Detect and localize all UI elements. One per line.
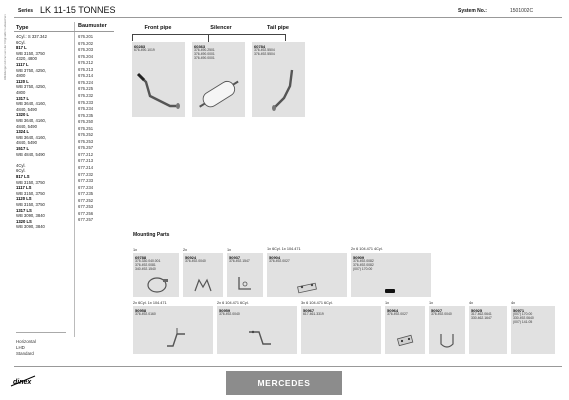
mount-part-box[interactable]	[133, 306, 213, 354]
part-number: 50904	[269, 255, 281, 260]
type-entry: WB 3750, 4250,	[16, 84, 47, 90]
dinex-logo	[10, 374, 36, 393]
type-entry: 1517 L	[16, 146, 30, 151]
part-note: 376.492.0040	[185, 259, 206, 263]
mount-part-box[interactable]	[469, 306, 507, 354]
type-entry: 1120 LS	[16, 196, 32, 202]
mount-qty: 4x	[511, 301, 516, 305]
part-note: 330.492.0640	[513, 316, 534, 320]
tail-pipe-header: Tail pipe	[267, 25, 289, 31]
part-note: 376.490.0001	[194, 56, 215, 60]
baumuster-entry: 677.212	[78, 151, 94, 157]
type-entry: 4Cyl.	[16, 162, 26, 168]
type-entry: 1317 L	[16, 95, 30, 101]
baumuster-entry: 676.235	[78, 112, 94, 118]
dinex-logo-icon	[10, 374, 36, 388]
baumuster-entry: 677.233	[78, 178, 94, 184]
part-note: (007) 141.05	[513, 320, 533, 324]
support-bracket-icon	[163, 326, 189, 350]
part-note: 317.462.0641	[471, 312, 492, 316]
left-header-divider	[14, 31, 114, 32]
type-column-header: Type	[16, 25, 29, 31]
column-divider	[74, 22, 75, 337]
type-entry: 4800	[16, 90, 26, 95]
mount-part-box[interactable]	[385, 306, 425, 354]
type-entry: WB 3640, 4160,	[16, 101, 47, 107]
clamp-icon	[143, 275, 171, 295]
type-entry: WB 3750, 4250,	[16, 67, 47, 73]
mount-qty: 1x	[385, 301, 390, 305]
u-bolt-icon	[437, 332, 457, 350]
baumuster-entry: 676.233	[78, 99, 94, 105]
mount-qty: 2x 6 104.471 4Cyl.	[351, 247, 383, 251]
part-number: 60283	[134, 44, 146, 49]
disclaimer-vertical-text: Abbildungen können von der Originalform abweichen	[3, 14, 7, 80]
part-box-silencer[interactable]	[192, 42, 245, 117]
part-note: 376.492.0082	[353, 263, 374, 267]
header-divider	[14, 17, 562, 18]
type-entry: 817 L	[16, 45, 27, 51]
mount-qty: 3x 6 104.471 6Cyl.	[301, 301, 333, 305]
baumuster-entry: 677.257	[78, 217, 94, 223]
baumuster-entry: 677.232	[78, 171, 94, 177]
part-number: 60784	[254, 44, 266, 49]
type-entry: 4840, 5490	[16, 140, 37, 146]
baumuster-entry: 676.232	[78, 92, 94, 98]
part-note: 376.492.0040	[431, 312, 452, 316]
part-note: 376.492.0027	[387, 312, 408, 316]
baumuster-entry: 677.213	[78, 158, 94, 164]
type-entry: 6Cyl.	[16, 168, 26, 174]
rubber-block-icon	[395, 332, 417, 350]
mount-part-box[interactable]	[429, 306, 465, 354]
part-note: 340.492.1540	[135, 267, 156, 271]
baumuster-entry: 676.214	[78, 73, 94, 79]
type-entry: 4800	[16, 73, 26, 79]
type-entry: WB 3640, 4160,	[16, 118, 47, 123]
part-number: 50971	[513, 308, 525, 313]
type-entry: 6Cyl.	[16, 39, 26, 45]
silencer-header: Silencer	[210, 25, 232, 31]
logo-text: dinex	[13, 379, 32, 386]
baumuster-entry: 677.235	[78, 191, 94, 197]
part-number: 50964	[387, 308, 399, 313]
mounting-parts-title: Mounting Parts	[133, 232, 170, 238]
type-entry: WB 4840, 5490	[16, 151, 45, 157]
part-note: 376.492.0160	[135, 312, 156, 316]
tail-pipe-icon	[262, 68, 298, 114]
mount-qty: 2x 6 104.471 6Cyl.	[217, 301, 249, 305]
type-entry: 1324 L	[16, 129, 30, 135]
baumuster-entry: 676.252	[78, 132, 94, 138]
type-entry: WB 3090, 3840	[16, 224, 45, 230]
part-note: 676.490.1019	[134, 48, 155, 52]
part-number: 50924	[185, 255, 197, 260]
legend-divider	[16, 332, 66, 333]
part-number: 50909	[353, 255, 365, 260]
part-note: (007) 170.00	[513, 312, 533, 316]
part-number: 50967	[303, 308, 315, 313]
system-number-value: 1501002C	[510, 8, 534, 14]
front-pipe-header: Front pipe	[144, 25, 172, 31]
part-number: 50959	[219, 308, 231, 313]
type-entry: 1117 LS	[16, 185, 32, 191]
series-title: LK 11-15 TONNES	[40, 5, 116, 15]
mount-qty: 4x	[469, 301, 474, 305]
part-note: (007) 170.00	[353, 267, 373, 271]
mount-qty: 1x	[227, 248, 232, 252]
part-note: 376.492.1547	[229, 259, 250, 263]
hanger-icon	[192, 277, 214, 293]
part-number: 50927	[431, 308, 443, 313]
mount-part-box[interactable]	[301, 306, 381, 354]
mount-part-box[interactable]	[133, 253, 179, 297]
part-box-front-pipe[interactable]	[132, 42, 185, 117]
baumuster-entry: 676.224	[78, 79, 94, 85]
type-entry: WB 3640, 4160,	[16, 134, 47, 140]
silencer-icon	[198, 74, 242, 114]
part-note: 376.492.5504	[254, 48, 275, 52]
type-entry: WB 3090, 3840	[16, 213, 45, 219]
type-entry: WB 3150, 3750	[16, 50, 45, 56]
mount-qty: 1x 6Cyl. 1x 104.471	[267, 247, 301, 251]
baumuster-entry: 676.213	[78, 66, 94, 72]
strap-bracket-icon	[245, 326, 275, 350]
mount-part-box[interactable]	[267, 253, 347, 297]
mount-part-box[interactable]	[511, 306, 555, 354]
mount-qty: 2x 6Cyl. 1x 104.471	[133, 301, 167, 305]
series-label: Series	[18, 8, 34, 14]
part-note: 376.492.0027	[269, 259, 290, 263]
type-entry: 1320 L	[16, 112, 30, 118]
mount-qty: 1x	[429, 301, 434, 305]
legend-lhd: LHD	[16, 345, 25, 350]
baumuster-column-header: Baumuster	[78, 23, 107, 29]
type-entry: 817 LS	[16, 174, 30, 179]
footer-divider	[14, 366, 562, 367]
mount-qty: 2x	[183, 248, 188, 252]
type-entry: 4Cyl.: S 337.342	[16, 34, 47, 39]
type-entry: 4840, 5490	[16, 123, 37, 129]
baumuster-entry: 676.225	[78, 86, 94, 92]
part-number: 50925	[471, 308, 483, 313]
part-note: 375.330.040.001	[135, 259, 161, 263]
baumuster-entry: 677.252	[78, 197, 94, 203]
baumuster-entry: 676.202	[78, 40, 94, 46]
baumuster-entry: 677.256	[78, 210, 94, 216]
baumuster-entry: 676.234	[78, 106, 94, 112]
baumuster-entry: 676.251	[78, 125, 94, 131]
part-number: 60363	[194, 44, 206, 49]
mount-part-box[interactable]	[351, 253, 431, 297]
part-number: 50937	[229, 255, 241, 260]
part-note: 376.492.0082	[353, 259, 374, 263]
part-note: 376.492.0040	[219, 312, 240, 316]
type-entry: 4840, 5490	[16, 106, 37, 112]
part-note: 376.492.5504	[254, 52, 275, 56]
baumuster-entry: 677.234	[78, 184, 94, 190]
mount-part-box[interactable]	[227, 253, 263, 297]
mount-qty: 1x	[133, 248, 138, 252]
part-note: 376.490.2501	[194, 48, 215, 52]
part-note: 376.490.0001	[194, 52, 215, 56]
part-box-tail-pipe[interactable]	[252, 42, 305, 117]
part-note: 376.492.0081	[135, 263, 156, 267]
connector-bracket	[132, 34, 286, 41]
baumuster-entry: 676.250	[78, 119, 94, 125]
baumuster-entry: 676.212	[78, 60, 94, 66]
type-entry: 4320, 4800	[16, 56, 37, 62]
baumuster-entry: 676.253	[78, 138, 94, 144]
type-entry: 1317 LS	[16, 207, 32, 213]
type-entry: WB 3150, 3750	[16, 190, 45, 196]
baumuster-entry: 677.214	[78, 165, 94, 170]
washer-icon	[383, 287, 399, 295]
legend-horizontal: Horizontal	[16, 339, 36, 344]
system-number-label: System No.:	[458, 8, 487, 14]
baumuster-entry: 676.257	[78, 145, 94, 151]
mount-part-box[interactable]	[217, 306, 297, 354]
type-entry: WB 3150, 3750	[16, 179, 45, 185]
part-note: 330.462.1647	[471, 316, 492, 320]
baumuster-entry: 677.253	[78, 204, 94, 210]
type-entry: 1117 L	[16, 62, 29, 67]
front-pipe-icon	[136, 72, 182, 114]
baumuster-entry: 676.201	[78, 34, 94, 39]
baumuster-entry: 676.203	[78, 47, 94, 53]
mount-part-box[interactable]	[183, 253, 223, 297]
legend-standard: Standard	[16, 351, 34, 356]
part-number: 69788	[135, 255, 147, 260]
type-entry: WB 3150, 3750	[16, 202, 45, 207]
bracket-icon	[235, 275, 255, 293]
connector-tick	[208, 34, 209, 42]
part-number: 50958	[135, 308, 147, 313]
type-entry: 1120 L	[16, 78, 29, 84]
part-note: 617.461.3319	[303, 312, 324, 316]
type-entry: 1320 LS	[16, 218, 32, 224]
manufacturer-footer: MERCEDES	[226, 371, 342, 395]
rubber-mount-icon	[295, 279, 319, 295]
baumuster-entry: 676.204	[78, 53, 94, 59]
